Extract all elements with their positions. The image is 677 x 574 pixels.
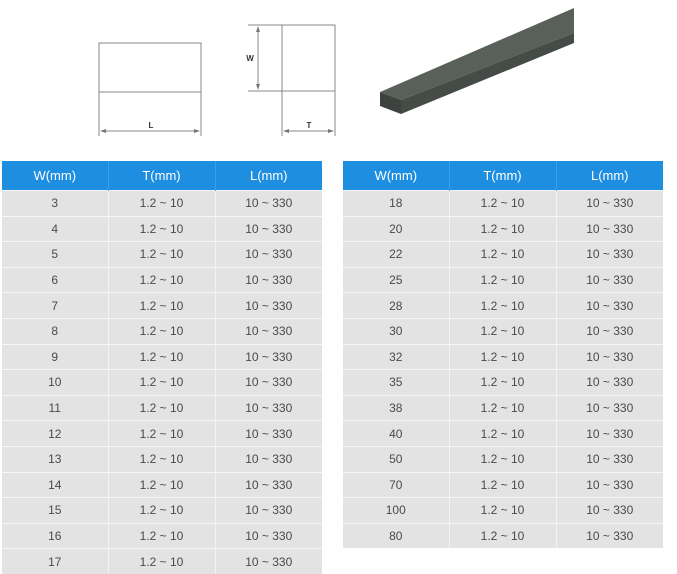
table-row <box>2 523 322 549</box>
cell-w: 17 <box>2 549 108 574</box>
cell-l: 10 ~ 330 <box>556 216 663 242</box>
table-row <box>2 498 322 524</box>
cell-w: 30 <box>343 318 449 344</box>
table-row <box>2 191 322 217</box>
size-table-right <box>343 161 663 548</box>
cell-t: 1.2 ~ 10 <box>449 293 556 319</box>
cell-t: 1.2 ~ 10 <box>449 344 556 370</box>
table-row <box>2 446 322 472</box>
cell-l: 10 ~ 330 <box>215 498 322 524</box>
header-l: L(mm) <box>215 161 322 191</box>
cell-w: 8 <box>2 318 108 344</box>
cell-w: 10 <box>2 370 108 396</box>
cell-t: 1.2 ~ 10 <box>449 191 556 217</box>
cell-t: 1.2 ~ 10 <box>108 523 215 549</box>
l-arrow-right <box>194 129 200 133</box>
cell-w: 9 <box>2 344 108 370</box>
cell-t: 1.2 ~ 10 <box>108 370 215 396</box>
cell-l: 10 ~ 330 <box>215 395 322 421</box>
table-row <box>343 370 663 396</box>
cell-l: 10 ~ 330 <box>215 472 322 498</box>
cell-l: 10 ~ 330 <box>215 293 322 319</box>
cell-l: 10 ~ 330 <box>556 523 663 548</box>
cell-t: 1.2 ~ 10 <box>449 395 556 421</box>
t-arrow-right <box>328 129 334 133</box>
cell-w: 22 <box>343 242 449 268</box>
t-arrow-left <box>283 129 289 133</box>
cell-l: 10 ~ 330 <box>215 267 322 293</box>
cell-w: 38 <box>343 395 449 421</box>
cell-t: 1.2 ~ 10 <box>449 242 556 268</box>
cell-l: 10 ~ 330 <box>215 370 322 396</box>
cell-l: 10 ~ 330 <box>556 421 663 447</box>
table-row <box>2 395 322 421</box>
cell-t: 1.2 ~ 10 <box>108 421 215 447</box>
cell-t: 1.2 ~ 10 <box>108 242 215 268</box>
table-row <box>2 242 322 268</box>
table-row <box>343 498 663 524</box>
cell-l: 10 ~ 330 <box>556 242 663 268</box>
cell-l: 10 ~ 330 <box>215 191 322 217</box>
table-row <box>2 472 322 498</box>
cell-t: 1.2 ~ 10 <box>449 421 556 447</box>
table-row <box>2 267 322 293</box>
table-row <box>343 216 663 242</box>
cell-l: 10 ~ 330 <box>556 472 663 498</box>
cell-t: 1.2 ~ 10 <box>449 318 556 344</box>
cell-t: 1.2 ~ 10 <box>108 216 215 242</box>
cell-w: 50 <box>343 446 449 472</box>
dimension-drawing <box>0 0 677 160</box>
table-header-row <box>343 161 663 191</box>
side-view-rect <box>282 25 335 91</box>
table-row <box>343 318 663 344</box>
cell-w: 14 <box>2 472 108 498</box>
cell-l: 10 ~ 330 <box>556 370 663 396</box>
table-row <box>2 318 322 344</box>
cell-w: 80 <box>343 523 449 548</box>
cell-l: 10 ~ 330 <box>215 421 322 447</box>
cell-l: 10 ~ 330 <box>556 293 663 319</box>
table-row <box>2 293 322 319</box>
cell-l: 10 ~ 330 <box>215 549 322 574</box>
table-header-row <box>2 161 322 191</box>
header-w: W(mm) <box>2 161 108 191</box>
cell-t: 1.2 ~ 10 <box>108 472 215 498</box>
table-row <box>2 549 322 574</box>
table-row <box>2 370 322 396</box>
label-w: W <box>246 54 254 63</box>
cell-w: 16 <box>2 523 108 549</box>
cell-w: 3 <box>2 191 108 217</box>
cell-t: 1.2 ~ 10 <box>449 216 556 242</box>
label-t: T <box>306 121 312 130</box>
cell-w: 40 <box>343 421 449 447</box>
cell-t: 1.2 ~ 10 <box>108 267 215 293</box>
cell-w: 6 <box>2 267 108 293</box>
cell-w: 100 <box>343 498 449 524</box>
table-row <box>343 395 663 421</box>
top-view-rect <box>99 43 201 92</box>
w-arrow-top <box>256 26 260 32</box>
cell-l: 10 ~ 330 <box>556 344 663 370</box>
cell-l: 10 ~ 330 <box>556 446 663 472</box>
cell-t: 1.2 ~ 10 <box>108 318 215 344</box>
cell-t: 1.2 ~ 10 <box>108 293 215 319</box>
cell-w: 18 <box>343 191 449 217</box>
cell-l: 10 ~ 330 <box>215 216 322 242</box>
table-row <box>343 191 663 217</box>
size-table-left <box>2 161 322 574</box>
cell-t: 1.2 ~ 10 <box>449 523 556 548</box>
cell-w: 20 <box>343 216 449 242</box>
cell-l: 10 ~ 330 <box>215 446 322 472</box>
cell-t: 1.2 ~ 10 <box>449 370 556 396</box>
cell-l: 10 ~ 330 <box>215 344 322 370</box>
cell-t: 1.2 ~ 10 <box>449 446 556 472</box>
w-arrow-bottom <box>256 84 260 90</box>
cell-t: 1.2 ~ 10 <box>108 446 215 472</box>
table-row <box>343 242 663 268</box>
cell-l: 10 ~ 330 <box>556 191 663 217</box>
cell-l: 10 ~ 330 <box>215 242 322 268</box>
cell-w: 35 <box>343 370 449 396</box>
cell-w: 28 <box>343 293 449 319</box>
cell-t: 1.2 ~ 10 <box>108 344 215 370</box>
cell-w: 25 <box>343 267 449 293</box>
cell-l: 10 ~ 330 <box>556 395 663 421</box>
cell-w: 70 <box>343 472 449 498</box>
table-row <box>343 421 663 447</box>
header-t: T(mm) <box>108 161 215 191</box>
table-row <box>343 344 663 370</box>
cell-t: 1.2 ~ 10 <box>449 498 556 524</box>
l-arrow-left <box>100 129 106 133</box>
cell-l: 10 ~ 330 <box>556 267 663 293</box>
table-row <box>343 267 663 293</box>
cell-t: 1.2 ~ 10 <box>449 267 556 293</box>
cell-t: 1.2 ~ 10 <box>449 472 556 498</box>
cell-w: 7 <box>2 293 108 319</box>
cell-w: 15 <box>2 498 108 524</box>
table-row <box>343 293 663 319</box>
cell-t: 1.2 ~ 10 <box>108 549 215 574</box>
table-row <box>2 344 322 370</box>
cell-l: 10 ~ 330 <box>556 318 663 344</box>
cell-w: 5 <box>2 242 108 268</box>
table-row <box>343 446 663 472</box>
cell-l: 10 ~ 330 <box>556 498 663 524</box>
table-row <box>343 472 663 498</box>
cell-w: 11 <box>2 395 108 421</box>
cell-w: 13 <box>2 446 108 472</box>
label-l: L <box>148 121 154 130</box>
table-row <box>2 216 322 242</box>
cell-l: 10 ~ 330 <box>215 523 322 549</box>
cell-l: 10 ~ 330 <box>215 318 322 344</box>
table-row <box>343 523 663 548</box>
cell-t: 1.2 ~ 10 <box>108 395 215 421</box>
cell-w: 4 <box>2 216 108 242</box>
cell-t: 1.2 ~ 10 <box>108 498 215 524</box>
cell-t: 1.2 ~ 10 <box>108 191 215 217</box>
cell-w: 32 <box>343 344 449 370</box>
header-l: L(mm) <box>556 161 663 191</box>
header-t: T(mm) <box>449 161 556 191</box>
cell-w: 12 <box>2 421 108 447</box>
table-row <box>2 421 322 447</box>
header-w: W(mm) <box>343 161 449 191</box>
